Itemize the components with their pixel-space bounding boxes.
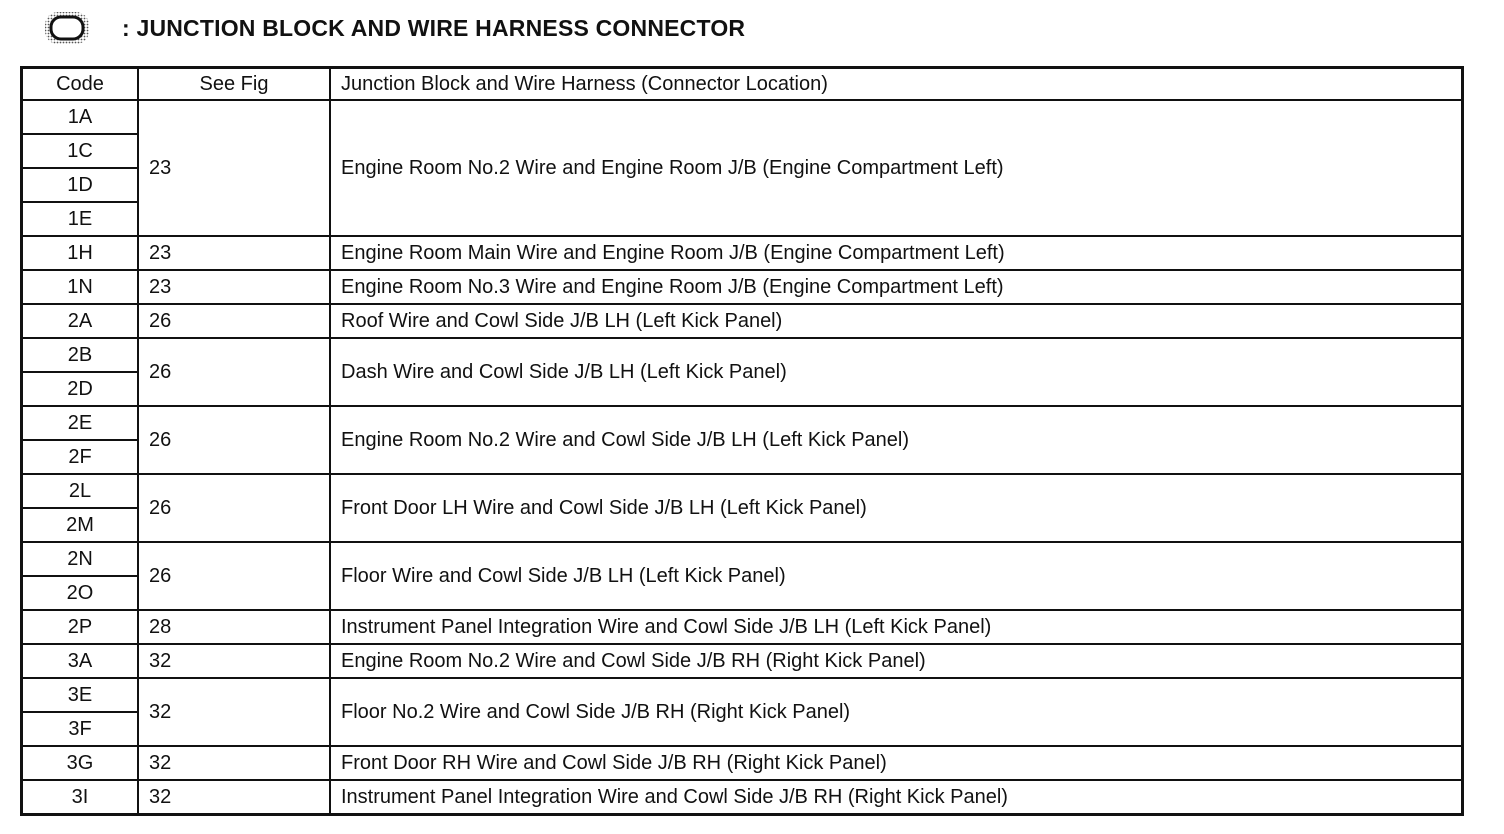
cell-code: 2N xyxy=(22,542,139,576)
connector-outline-icon xyxy=(44,11,90,45)
table-row xyxy=(22,100,1463,134)
table-row xyxy=(22,304,1463,338)
cell-code: 1A xyxy=(22,100,139,134)
cell-description: Engine Room Main Wire and Engine Room J/B (Engine Compartment Left) xyxy=(330,236,1463,270)
column-header-see-fig: See Fig xyxy=(138,68,330,101)
cell-code: 3I xyxy=(22,780,139,815)
cell-code: 2L xyxy=(22,474,139,508)
cell-see-fig: 23 xyxy=(138,236,330,270)
table-row xyxy=(22,746,1463,780)
cell-code: 3A xyxy=(22,644,139,678)
page-header xyxy=(44,8,745,48)
cell-description: Engine Room No.3 Wire and Engine Room J/B (Engine Compartment Left) xyxy=(330,270,1463,304)
table-row xyxy=(22,542,1463,576)
cell-code: 3G xyxy=(22,746,139,780)
cell-code: 2A xyxy=(22,304,139,338)
cell-code: 2O xyxy=(22,576,139,610)
column-header-code: Code xyxy=(22,68,139,101)
cell-see-fig: 32 xyxy=(138,746,330,780)
connector-table xyxy=(20,66,1464,816)
cell-description: Floor Wire and Cowl Side J/B LH (Left Kick Panel) xyxy=(330,542,1463,610)
cell-see-fig: 23 xyxy=(138,100,330,236)
cell-see-fig: 32 xyxy=(138,644,330,678)
table-row xyxy=(22,236,1463,270)
table-row xyxy=(22,474,1463,508)
cell-description: Engine Room No.2 Wire and Engine Room J/B (Engine Compartment Left) xyxy=(330,100,1463,236)
cell-see-fig: 32 xyxy=(138,678,330,746)
table-row xyxy=(22,270,1463,304)
cell-code: 1C xyxy=(22,134,139,168)
cell-see-fig: 26 xyxy=(138,304,330,338)
cell-description: Instrument Panel Integration Wire and Cowl Side J/B RH (Right Kick Panel) xyxy=(330,780,1463,815)
cell-description: Instrument Panel Integration Wire and Cowl Side J/B LH (Left Kick Panel) xyxy=(330,610,1463,644)
cell-description: Floor No.2 Wire and Cowl Side J/B RH (Right Kick Panel) xyxy=(330,678,1463,746)
cell-see-fig: 32 xyxy=(138,780,330,815)
page-title: : JUNCTION BLOCK AND WIRE HARNESS CONNECTOR xyxy=(122,14,746,41)
cell-code: 2M xyxy=(22,508,139,542)
cell-see-fig: 26 xyxy=(138,338,330,406)
cell-description: Engine Room No.2 Wire and Cowl Side J/B LH (Left Kick Panel) xyxy=(330,406,1463,474)
cell-description: Roof Wire and Cowl Side J/B LH (Left Kick Panel) xyxy=(330,304,1463,338)
cell-description: Front Door RH Wire and Cowl Side J/B RH (Right Kick Panel) xyxy=(330,746,1463,780)
cell-see-fig: 26 xyxy=(138,474,330,542)
cell-code: 1E xyxy=(22,202,139,236)
cell-code: 1H xyxy=(22,236,139,270)
cell-description: Dash Wire and Cowl Side J/B LH (Left Kick Panel) xyxy=(330,338,1463,406)
cell-description: Front Door LH Wire and Cowl Side J/B LH (Left Kick Panel) xyxy=(330,474,1463,542)
cell-description: Engine Room No.2 Wire and Cowl Side J/B RH (Right Kick Panel) xyxy=(330,644,1463,678)
table-row xyxy=(22,780,1463,815)
table-row xyxy=(22,338,1463,372)
table-row xyxy=(22,610,1463,644)
table-row xyxy=(22,644,1463,678)
cell-code: 2B xyxy=(22,338,139,372)
table-row xyxy=(22,678,1463,712)
cell-see-fig: 26 xyxy=(138,406,330,474)
connector-table-container xyxy=(20,66,1464,816)
cell-code: 3F xyxy=(22,712,139,746)
table-row xyxy=(22,406,1463,440)
cell-code: 1D xyxy=(22,168,139,202)
column-header-description: Junction Block and Wire Harness (Connector Location) xyxy=(330,68,1463,101)
table-header-row xyxy=(22,68,1463,101)
cell-code: 2D xyxy=(22,372,139,406)
cell-code: 2E xyxy=(22,406,139,440)
cell-code: 2F xyxy=(22,440,139,474)
cell-see-fig: 28 xyxy=(138,610,330,644)
cell-see-fig: 26 xyxy=(138,542,330,610)
cell-code: 2P xyxy=(22,610,139,644)
cell-see-fig: 23 xyxy=(138,270,330,304)
cell-code: 1N xyxy=(22,270,139,304)
cell-code: 3E xyxy=(22,678,139,712)
table-body xyxy=(22,100,1463,815)
